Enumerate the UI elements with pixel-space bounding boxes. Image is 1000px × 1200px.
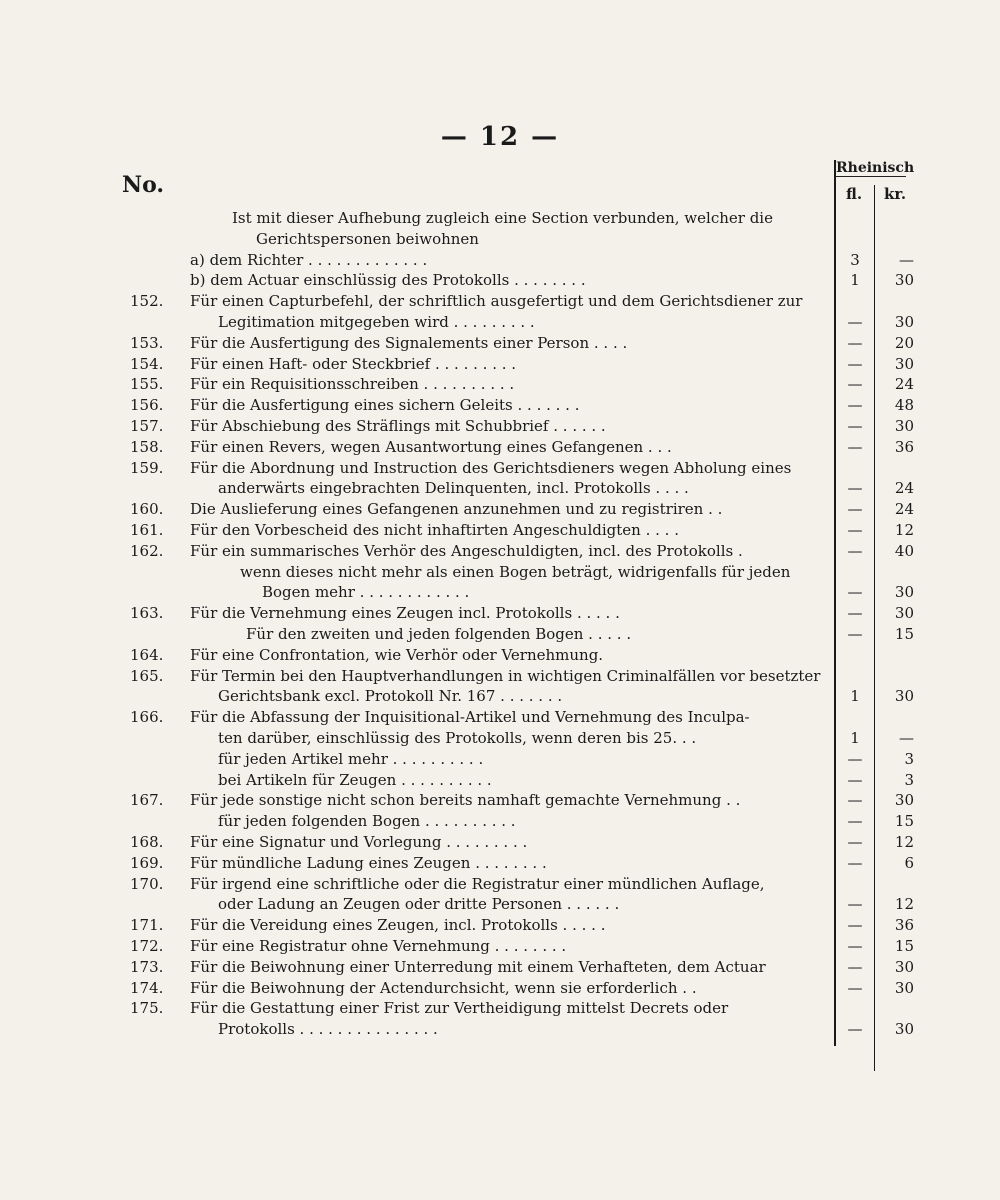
fee-row bbox=[0, 416, 1000, 437]
fee-row bbox=[0, 957, 1000, 978]
fee-description: Für jede sonstige nicht schon bereits namhaft gemachte Vernehmung . . bbox=[190, 791, 741, 810]
fee-row bbox=[0, 645, 1000, 666]
florin-amount: — bbox=[847, 937, 863, 955]
fee-description: Für eine Confrontation, wie Verhör oder Vernehmung. bbox=[190, 645, 604, 664]
fee-description: Für ein summarisches Verhör des Angeschuldigten, incl. des Protokolls . bbox=[190, 541, 743, 560]
item-number: 165. bbox=[130, 666, 164, 685]
kreuzer-amount: 30 bbox=[894, 417, 914, 435]
fee-row bbox=[0, 707, 1000, 728]
fee-row bbox=[0, 728, 1000, 749]
fee-row bbox=[0, 770, 1000, 791]
kreuzer-amount: 36 bbox=[894, 916, 914, 935]
kreuzer-amount: 3 bbox=[904, 749, 914, 768]
item-number: 154. bbox=[130, 354, 164, 373]
item-number: 157. bbox=[130, 417, 164, 435]
fee-row bbox=[0, 978, 1000, 999]
fee-description: Legitimation mitgegeben wird . . . . . . . . . bbox=[218, 313, 535, 331]
florin-amount: — bbox=[847, 396, 863, 415]
kreuzer-amount: 30 bbox=[894, 271, 914, 290]
fee-description: Für die Abfassung der Inquisitional-Artikel und Vernehmung des Inculpa- bbox=[190, 708, 750, 727]
florin-amount: — bbox=[847, 437, 863, 456]
item-number: 167. bbox=[130, 791, 164, 810]
item-number: 164. bbox=[130, 645, 164, 664]
fee-description: Ist mit dieser Aufhebung zugleich eine Section verbunden, welcher die bbox=[232, 209, 773, 227]
florin-amount: — bbox=[847, 1020, 863, 1039]
florin-amount: — bbox=[847, 583, 863, 602]
florin-column-heading: fl. bbox=[846, 185, 863, 203]
item-number: 169. bbox=[130, 853, 164, 872]
florin-amount: — bbox=[847, 500, 863, 519]
item-number: 166. bbox=[130, 708, 164, 727]
florin-amount: — bbox=[847, 957, 863, 976]
number-column-heading: No. bbox=[122, 172, 165, 198]
fee-description: Bogen mehr . . . . . . . . . . . . bbox=[262, 583, 470, 602]
fee-description: Die Auslieferung eines Gefangenen anzunehmen und zu registriren . . bbox=[190, 500, 723, 519]
kreuzer-amount: 12 bbox=[894, 895, 914, 914]
fee-row bbox=[0, 354, 1000, 375]
kreuzer-amount: 15 bbox=[894, 812, 914, 831]
florin-amount: — bbox=[847, 812, 863, 831]
fee-row bbox=[0, 499, 1000, 520]
kreuzer-amount: 24 bbox=[894, 375, 914, 394]
fee-row bbox=[0, 582, 1000, 603]
fee-row bbox=[0, 374, 1000, 395]
florin-amount: — bbox=[847, 354, 863, 373]
fee-row bbox=[0, 749, 1000, 770]
fee-row bbox=[0, 312, 1000, 333]
fee-description: Für den Vorbescheid des nicht inhaftirten Angeschuldigten . . . . bbox=[190, 521, 679, 539]
fee-description: b) dem Actuar einschlüssig des Protokolls . . . . . . . . bbox=[190, 271, 586, 290]
fee-description: Gerichtspersonen beiwohnen bbox=[256, 229, 479, 248]
kreuzer-amount: 48 bbox=[894, 396, 914, 415]
florin-amount: 1 bbox=[850, 271, 860, 290]
kreuzer-amount: 15 bbox=[894, 937, 914, 955]
fee-description: anderwärts eingebrachten Delinquenten, incl. Protokolls . . . . bbox=[218, 479, 689, 498]
fee-description: Für die Ausfertigung des Signalements einer Person . . . . bbox=[190, 333, 628, 352]
florin-amount: — bbox=[847, 541, 863, 560]
fee-description: Für mündliche Ladung eines Zeugen . . . . . . . . bbox=[190, 853, 547, 872]
fee-description: Für eine Registratur ohne Vernehmung . . . . . . . . bbox=[190, 937, 567, 955]
fee-description: Für ein Requisitionsschreiben . . . . . . . . . . bbox=[190, 375, 515, 394]
fee-row bbox=[0, 894, 1000, 915]
florin-amount: — bbox=[847, 833, 863, 851]
fee-row bbox=[0, 541, 1000, 562]
kreuzer-amount: 12 bbox=[894, 833, 914, 851]
fee-row bbox=[0, 250, 1000, 271]
item-number: 159. bbox=[130, 458, 164, 477]
fee-description: Für einen Haft- oder Steckbrief . . . . . . . . . bbox=[190, 354, 517, 373]
fee-row bbox=[0, 998, 1000, 1019]
item-number: 160. bbox=[130, 500, 164, 519]
kreuzer-amount: 6 bbox=[904, 853, 914, 872]
florin-amount: — bbox=[847, 791, 863, 810]
fee-description: Für irgend eine schriftliche oder die Registratur einer mündlichen Auflage, bbox=[190, 874, 765, 893]
fee-description: Für Abschiebung des Sträflings mit Schubbrief . . . . . . bbox=[190, 417, 606, 435]
kreuzer-amount: 30 bbox=[894, 604, 914, 623]
kreuzer-amount: 30 bbox=[894, 313, 914, 331]
item-number: 171. bbox=[130, 916, 164, 935]
item-number: 172. bbox=[130, 937, 164, 955]
florin-amount: — bbox=[847, 770, 863, 789]
fee-row bbox=[0, 395, 1000, 416]
kreuzer-amount: 36 bbox=[894, 437, 914, 456]
fee-row bbox=[0, 520, 1000, 541]
item-number: 153. bbox=[130, 333, 164, 352]
florin-amount: — bbox=[847, 853, 863, 872]
fee-row bbox=[0, 811, 1000, 832]
fee-description: Für die Ausfertigung eines sichern Geleits . . . . . . . bbox=[190, 396, 580, 415]
florin-amount: 3 bbox=[850, 250, 860, 269]
florin-amount: 1 bbox=[850, 687, 860, 706]
item-number: 161. bbox=[130, 521, 164, 539]
fee-row bbox=[0, 686, 1000, 707]
fee-row bbox=[0, 291, 1000, 312]
item-number: 156. bbox=[130, 396, 164, 415]
item-number: 168. bbox=[130, 833, 164, 851]
fee-row bbox=[0, 936, 1000, 957]
florin-amount: — bbox=[847, 749, 863, 768]
kreuzer-amount: 3 bbox=[904, 770, 914, 789]
fee-description: Für Termin bei den Hauptverhandlungen in wichtigen Criminalfällen vor besetzter bbox=[190, 666, 821, 685]
fee-description: Für die Vernehmung eines Zeugen incl. Protokolls . . . . . bbox=[190, 604, 620, 623]
item-number: 152. bbox=[130, 292, 164, 311]
kreuzer-amount: 40 bbox=[894, 541, 914, 560]
florin-amount: — bbox=[847, 417, 863, 435]
fee-row bbox=[0, 790, 1000, 811]
florin-amount: — bbox=[847, 916, 863, 935]
kreuzer-amount: 30 bbox=[894, 1020, 914, 1039]
florin-amount: — bbox=[847, 895, 863, 914]
fee-description: Für die Beiwohnung einer Unterredung mit einem Verhafteten, dem Actuar bbox=[190, 957, 766, 976]
kreuzer-amount: 24 bbox=[894, 500, 914, 519]
fee-description: a) dem Richter . . . . . . . . . . . . . bbox=[190, 250, 428, 269]
kreuzer-amount: 30 bbox=[894, 583, 914, 602]
item-number: 175. bbox=[130, 999, 164, 1018]
fee-description: Für die Beiwohnung der Actendurchsicht, wenn sie erforderlich . . bbox=[190, 978, 697, 997]
fee-row bbox=[0, 458, 1000, 479]
florin-amount: — bbox=[847, 313, 863, 331]
fee-description: Für einen Revers, wegen Ausantwortung eines Gefangenen . . . bbox=[190, 437, 672, 456]
item-number: 158. bbox=[130, 437, 164, 456]
kreuzer-column-heading: kr. bbox=[884, 185, 907, 203]
fee-row bbox=[0, 1019, 1000, 1040]
kreuzer-amount: 30 bbox=[894, 978, 914, 997]
item-number: 163. bbox=[130, 604, 164, 623]
fee-row bbox=[0, 208, 1000, 229]
florin-amount: — bbox=[847, 521, 863, 539]
kreuzer-amount: 30 bbox=[894, 687, 914, 706]
currency-heading: Rheinisch bbox=[836, 160, 915, 176]
fee-row bbox=[0, 437, 1000, 458]
item-number: 155. bbox=[130, 375, 164, 394]
fee-description: Für einen Capturbefehl, der schriftlich ausgefertigt und dem Gerichtsdiener zur bbox=[190, 292, 803, 311]
florin-amount: — bbox=[847, 375, 863, 394]
fee-description: Protokolls . . . . . . . . . . . . . . . bbox=[218, 1020, 438, 1039]
fee-description: für jeden folgenden Bogen . . . . . . . . . . bbox=[218, 812, 516, 831]
fee-description: Gerichtsbank excl. Protokoll Nr. 167 . . . . . . . bbox=[218, 687, 563, 706]
item-number: 162. bbox=[130, 541, 164, 560]
fee-row bbox=[0, 333, 1000, 354]
kreuzer-amount: 24 bbox=[894, 479, 914, 498]
fee-description: wenn dieses nicht mehr als einen Bogen beträgt, widrigenfalls für jeden bbox=[240, 562, 791, 581]
item-number: 173. bbox=[130, 957, 164, 976]
kreuzer-amount: — bbox=[899, 729, 914, 747]
fee-row bbox=[0, 915, 1000, 936]
fee-row bbox=[0, 874, 1000, 895]
fee-row bbox=[0, 229, 1000, 250]
florin-amount: — bbox=[847, 333, 863, 352]
fee-row bbox=[0, 270, 1000, 291]
item-number: 170. bbox=[130, 874, 164, 893]
page-number: — 12 — bbox=[440, 122, 560, 152]
fee-description: Für die Vereidung eines Zeugen, incl. Protokolls . . . . . bbox=[190, 916, 606, 935]
florin-amount: 1 bbox=[850, 729, 860, 747]
fee-row bbox=[0, 603, 1000, 624]
fee-description: für jeden Artikel mehr . . . . . . . . . . bbox=[218, 749, 484, 768]
fee-row bbox=[0, 832, 1000, 853]
fee-description: ten darüber, einschlüssig des Protokolls, wenn deren bis 25. . . bbox=[218, 729, 697, 747]
fee-description: bei Artikeln für Zeugen . . . . . . . . . . bbox=[218, 770, 492, 789]
florin-amount: — bbox=[847, 978, 863, 997]
item-number: 174. bbox=[130, 978, 164, 997]
fee-description: Für die Gestattung einer Frist zur Vertheidigung mittelst Decrets oder bbox=[190, 999, 729, 1018]
fee-description: Für den zweiten und jeden folgenden Bogen . . . . . bbox=[246, 625, 632, 643]
fee-description: Für eine Signatur und Vorlegung . . . . . . . . . bbox=[190, 833, 528, 851]
kreuzer-amount: 30 bbox=[894, 791, 914, 810]
fee-row bbox=[0, 562, 1000, 583]
fee-description: oder Ladung an Zeugen oder dritte Personen . . . . . . bbox=[218, 895, 620, 914]
florin-amount: — bbox=[847, 625, 863, 643]
florin-amount: — bbox=[847, 479, 863, 498]
fee-row bbox=[0, 853, 1000, 874]
fee-row bbox=[0, 624, 1000, 645]
kreuzer-amount: 12 bbox=[894, 521, 914, 539]
florin-amount: — bbox=[847, 604, 863, 623]
fee-row bbox=[0, 478, 1000, 499]
kreuzer-amount: — bbox=[899, 250, 914, 269]
fee-row bbox=[0, 666, 1000, 687]
kreuzer-amount: 20 bbox=[894, 333, 914, 352]
fee-description: Für die Abordnung und Instruction des Gerichtsdieners wegen Abholung eines bbox=[190, 458, 792, 477]
kreuzer-amount: 15 bbox=[894, 625, 914, 643]
kreuzer-amount: 30 bbox=[894, 354, 914, 373]
kreuzer-amount: 30 bbox=[894, 957, 914, 976]
